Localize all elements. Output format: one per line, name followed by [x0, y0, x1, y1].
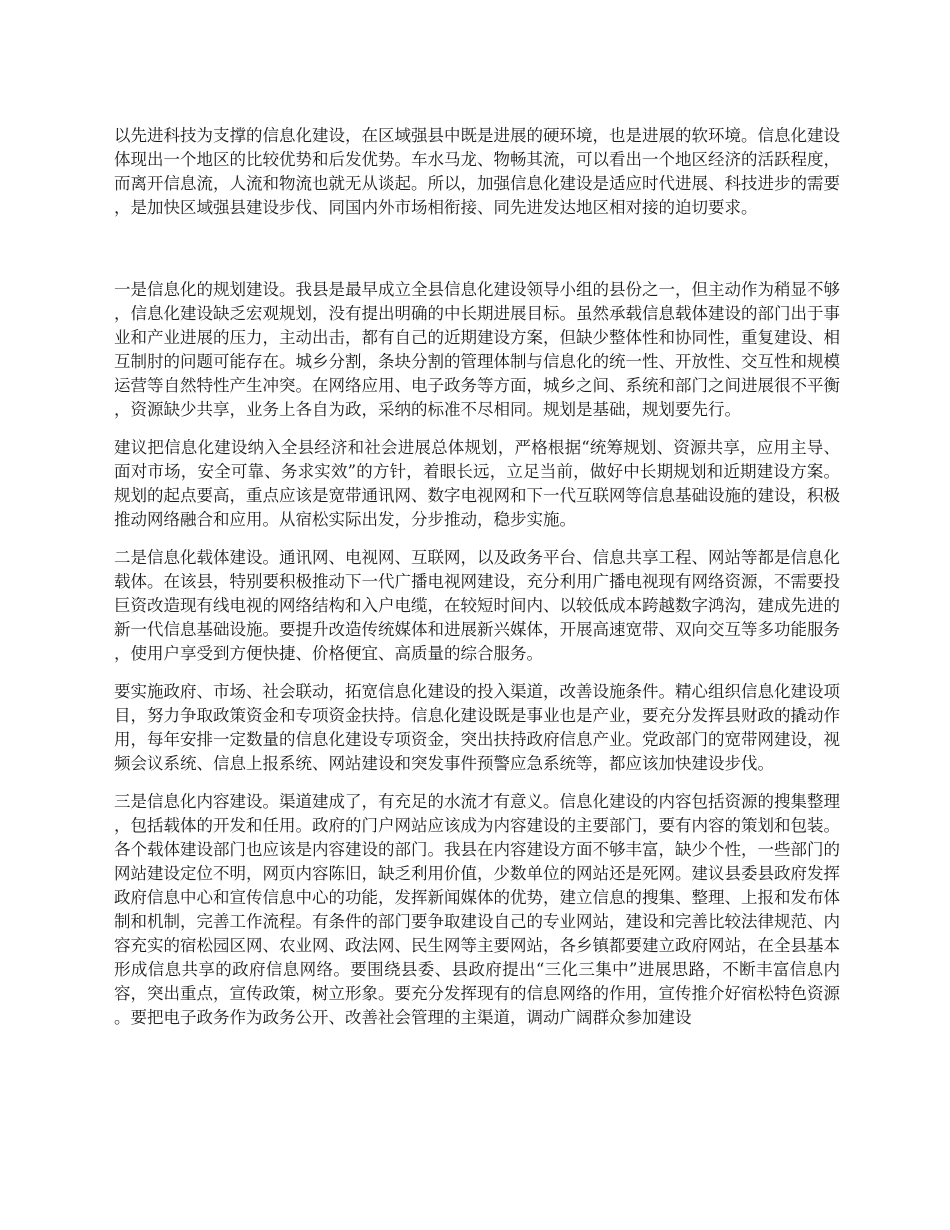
- document-body: [114, 124, 840, 1044]
- section-spacer: [114, 220, 840, 278]
- paragraph-content: 三是信息化内容建设。渠道建成了，有充足的水流才有意义。信息化建设的内容包括资源的搜集整理，包括载体的开发和任用。政府的门户网站应该成为内容建设的主要部门，要有内容的策划和包装。各个载体建设部门也应该是内容建设的部门。我县在内容建设方面不够丰富，缺少个性，一些部门的网站建设定位不明，网页内容陈旧，缺乏利用价值，少数单位的网站还是死网。建议县委县政府发挥政府信息中心和宣传信息中心的功能，发挥新闻媒体的优势，建立信息的搜集、整理、上报和发布体制和机制，完善工作流程。有条件的部门要争取建设自己的专业网站，建设和完善比较法律规范、内容充实的宿松园区网、农业网、政法网、民生网等主要网站，各乡镇都要建立政府网站，在全县基本形成信息共享的政府信息网络。要围绕县委、县政府提出“三化三集中”进展思路，不断丰富信息内容，突出重点，宣传政策，树立形象。要充分发挥现有的信息网络的作用，宣传推介好宿松特色资源。要把电子政务作为政务公开、改善社会管理的主渠道，调动广阔群众参加建设: [114, 792, 840, 1027]
- paragraph-planning-suggestion: 建议把信息化建设纳入全县经济和社会进展总体规划，严格根据“统筹规划、资源共享，应用主导、面对市场，安全可靠、务求实效”的方针，着眼长远，立足当前，做好中长期规划和近期建设方案。规划的起点要高，重点应该是宽带通讯网、数字电视网和下一代互联网等信息基础设施的建设，积极推动网络融合和应用。从宿松实际出发，分步推动，稳步实施。: [114, 438, 840, 529]
- paragraph-planning: 一是信息化的规划建设。我县是最早成立全县信息化建设领导小组的县份之一，但主动作为稍显不够，信息化建设缺乏宏观规划，没有提出明确的中长期进展目标。虽然承载信息载体建设的部门出于事业和产业进展的压力，主动出击，都有自己的近期建设方案，但缺少整体性和协同性，重复建设、相互制肘的问题可能存在。城乡分割，条块分割的管理体制与信息化的统一性、开放性、交互性和规模运营等自然特性产生冲突。在网络应用、电子政务等方面，城乡之间、系统和部门之间进展很不平衡，资源缺少共享，业务上各自为政，采纳的标准不尽相同。规划是基础，规划要先行。: [114, 280, 840, 419]
- paragraph-investment: 要实施政府、市场、社会联动，拓宽信息化建设的投入渠道，改善设施条件。精心组织信息化建设项目，努力争取政策资金和专项资金扶持。信息化建设既是事业也是产业，要充分发挥县财政的撬动作用，每年安排一定数量的信息化建设专项资金，突出扶持政府信息产业。党政部门的宽带网建设，视频会议系统、信息上报系统、网站建设和突发事件预警应急系统等，都应该加快建设步伐。: [114, 682, 840, 773]
- paragraph-carrier: 二是信息化载体建设。通讯网、电视网、互联网，以及政务平台、信息共享工程、网站等都是信息化载体。在该县，特别要积极推动下一代广播电视网建设，充分利用广播电视现有网络资源，不需要投巨资改造现有线电视的网络结构和入户电缆，在较短时间内、以较低成本跨越数字鸿沟，建成先进的新一代信息基础设施。要提升改造传统媒体和进展新兴媒体，开展高速宽带、双向交互等多功能服务，使用户享受到方便快捷、价格便宜、高质量的综合服务。: [114, 548, 840, 663]
- paragraph-intro: 以先进科技为支撑的信息化建设，在区域强县中既是进展的硬环境，也是进展的软环境。信息化建设体现出一个地区的比较优势和后发优势。车水马龙、物畅其流，可以看出一个地区经济的活跃程度，而离开信息流，人流和物流也就无从谈起。所以，加强信息化建设是适应时代进展、科技进步的需要，是加快区域强县建设步伐、同国内外市场相衔接、同先进发达地区相对接的迫切要求。: [114, 126, 840, 217]
